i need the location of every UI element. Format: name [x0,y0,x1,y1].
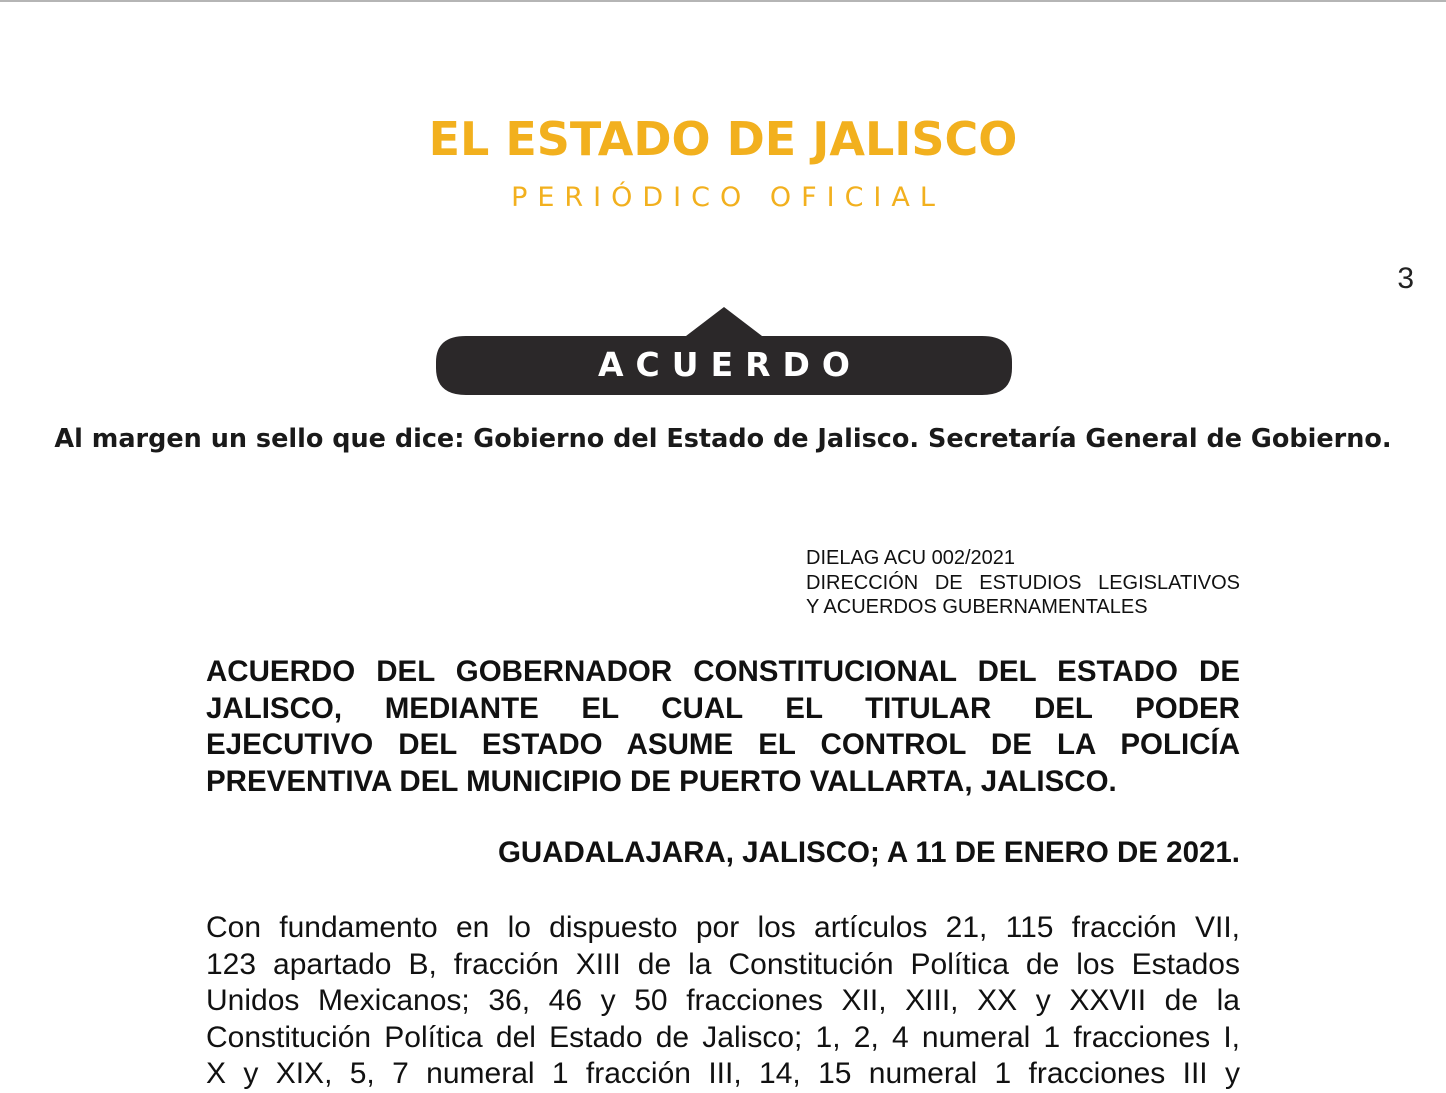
title-line: ACUERDO DEL GOBERNADOR CONSTITUCIONAL DEL ESTADO DE [206,655,1240,688]
date-line: GUADALAJARA, JALISCO; A 11 DE ENERO DE 2021. [497,836,1240,869]
title-line: EJECUTIVO DEL ESTADO ASUME EL CONTROL DE LA POLICÍA [206,728,1240,761]
reference-line: DIELAG ACU 002/2021 [806,547,1016,569]
document-title [206,654,1240,800]
page-number: 3 [1397,262,1414,295]
body-paragraph [206,910,1240,1093]
body-line: 123 apartado B, fracción XIII de la Constitución Política de los Estados [206,947,1240,981]
reference-line: DIRECCIÓN DE ESTUDIOS LEGISLATIVOS [806,571,1240,594]
reference-line: Y ACUERDOS GUBERNAMENTALES [806,596,1148,618]
title-line: JALISCO, MEDIANTE EL CUAL EL TITULAR DEL PODER [206,691,1240,725]
masthead-title: EL ESTADO DE JALISCO [428,112,1018,166]
title-line: PREVENTIVA DEL MUNICIPIO DE PUERTO VALLARTA, JALISCO. [206,764,1117,798]
reference-block [806,546,1240,620]
top-rule [0,0,1446,2]
banner-label: ACUERDO [598,345,862,384]
body-line: Con fundamento en lo dispuesto por los artículos 21, 115 fracción VII, [206,911,1240,944]
masthead-subtitle: PERIÓDICO OFICIAL [511,182,945,213]
seal-note: Al margen un sello que dice: Gobierno del Estado de Jalisco. Secretaría General de Gobierno. [54,424,1392,454]
body-line: X y XIX, 5, 7 numeral 1 fracción III, 14, 15 numeral 1 fracciones III y [206,1057,1240,1090]
body-line: Unidos Mexicanos; 36, 46 y 50 fracciones XII, XIII, XX y XXVII de la [206,984,1240,1017]
body-line: Constitución Política del Estado de Jalisco; 1, 2, 4 numeral 1 fracciones I, [206,1020,1240,1054]
